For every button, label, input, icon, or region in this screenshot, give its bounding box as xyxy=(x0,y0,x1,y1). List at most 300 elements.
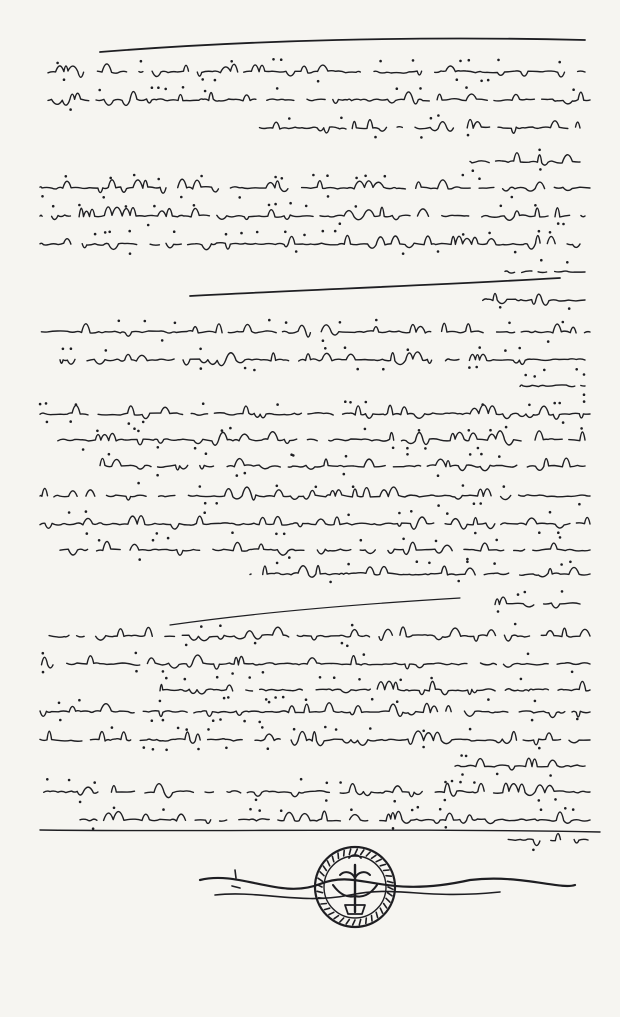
ink-dot xyxy=(477,447,480,450)
ink-dot xyxy=(553,402,556,405)
ink-dot xyxy=(345,455,348,458)
ink-dot xyxy=(398,512,401,515)
ink-dot xyxy=(566,261,569,264)
ink-dot xyxy=(396,700,399,703)
ink-dot xyxy=(469,728,472,731)
ink-dot xyxy=(56,62,59,65)
ink-dot xyxy=(256,231,259,234)
ink-dot xyxy=(70,347,73,350)
ink-dot xyxy=(379,60,382,63)
ink-dot xyxy=(468,59,471,62)
ink-dot xyxy=(262,671,265,674)
ink-dot xyxy=(303,234,306,237)
ink-dot xyxy=(42,652,45,655)
handwritten-line xyxy=(470,153,580,165)
official-seal-stamp xyxy=(315,847,395,927)
ink-dot xyxy=(540,808,543,811)
handwritten-line xyxy=(40,487,590,500)
ink-dot xyxy=(281,177,284,180)
ink-dot xyxy=(108,453,111,456)
ink-dot xyxy=(371,698,374,701)
ink-dot xyxy=(396,87,399,90)
ink-dot xyxy=(289,202,292,205)
ink-dot xyxy=(508,322,511,325)
ink-dot xyxy=(374,136,377,139)
handwritten-line xyxy=(40,703,590,718)
ink-dot xyxy=(473,781,476,784)
ink-dot xyxy=(282,696,285,699)
handwritten-line xyxy=(48,92,590,106)
ink-dot xyxy=(238,196,241,199)
ink-dot xyxy=(212,719,215,722)
ink-dot xyxy=(419,87,422,90)
ink-dot xyxy=(533,375,536,378)
seal-ring-lettering xyxy=(327,861,329,866)
ink-dot xyxy=(265,698,268,701)
ink-dot xyxy=(133,174,136,177)
seal-ring-lettering xyxy=(320,872,324,876)
ink-dot xyxy=(543,369,546,372)
ink-dot xyxy=(68,779,71,782)
ink-dot xyxy=(254,642,257,645)
ink-dot xyxy=(344,346,347,349)
ink-dot xyxy=(580,427,583,430)
ink-dot xyxy=(468,429,471,432)
ink-dot xyxy=(324,726,327,729)
ink-dot xyxy=(69,108,72,111)
ink-dot xyxy=(152,748,155,751)
ink-dot xyxy=(111,726,114,729)
seal-ring-lettering xyxy=(384,870,389,871)
ink-dot xyxy=(355,177,358,180)
ink-dot xyxy=(439,808,442,811)
ink-dot xyxy=(564,807,567,810)
ink-dot xyxy=(418,429,421,432)
ink-dot xyxy=(534,700,537,703)
ink-dot xyxy=(562,223,565,226)
ink-dot xyxy=(285,321,288,324)
ink-dot xyxy=(451,780,454,783)
handwritten-line xyxy=(495,597,580,608)
ink-dot xyxy=(280,58,283,61)
ink-dot xyxy=(437,474,440,477)
ink-dot xyxy=(200,625,203,628)
handwritten-line xyxy=(80,811,590,823)
ink-dot xyxy=(227,696,230,699)
ink-dot xyxy=(157,178,160,181)
ink-dot xyxy=(268,319,271,322)
ink-dot xyxy=(128,230,131,233)
ink-dot xyxy=(202,402,205,405)
ink-dot xyxy=(52,205,55,208)
seal-ring-lettering xyxy=(380,864,385,865)
ink-dot xyxy=(559,536,562,539)
ink-dot xyxy=(355,205,358,208)
ink-dot xyxy=(583,393,586,396)
handwritten-line xyxy=(508,834,588,846)
ink-dot xyxy=(347,514,350,517)
ink-dot xyxy=(505,426,508,429)
ink-dot xyxy=(207,728,210,731)
ink-dot xyxy=(461,773,464,776)
ink-dot xyxy=(575,368,578,371)
seal-ring-lettering xyxy=(319,898,324,899)
ink-dot xyxy=(472,169,475,172)
ink-dot xyxy=(165,677,168,680)
ink-dot xyxy=(462,174,465,177)
ink-dot xyxy=(392,447,395,450)
ink-dot xyxy=(416,560,419,563)
ink-dot xyxy=(63,78,66,81)
ink-dot xyxy=(276,562,279,565)
ink-dot xyxy=(182,86,185,89)
ink-dot xyxy=(392,827,395,830)
ink-dot xyxy=(128,422,131,425)
ink-dot xyxy=(334,230,337,233)
ink-dot xyxy=(305,205,308,208)
ink-dot xyxy=(283,533,286,536)
ink-dot xyxy=(524,591,527,594)
ink-dot xyxy=(532,849,535,852)
ink-dot xyxy=(240,232,243,235)
ink-dot xyxy=(339,321,342,324)
ink-dot xyxy=(469,453,472,456)
ink-dot xyxy=(430,117,433,120)
ink-dot xyxy=(276,485,279,488)
ink-dot xyxy=(475,366,478,369)
seal-ring-lettering xyxy=(388,887,393,889)
ink-dot xyxy=(105,349,108,352)
ink-dot xyxy=(193,204,196,207)
ink-dot xyxy=(156,474,159,477)
ink-dot xyxy=(514,251,517,254)
ink-dot xyxy=(375,319,378,322)
ink-dot xyxy=(487,79,490,82)
handwritten-line xyxy=(520,385,585,387)
ink-dot xyxy=(276,87,279,90)
ink-dot xyxy=(382,368,385,371)
ink-dot xyxy=(258,809,261,812)
ink-dot xyxy=(108,231,111,234)
ink-dot xyxy=(165,749,168,752)
ink-dot xyxy=(65,175,68,178)
ink-dot xyxy=(364,175,367,178)
seal-ring-lettering xyxy=(388,893,393,896)
handwritten-line xyxy=(483,293,585,305)
ink-dot xyxy=(98,89,101,92)
ink-dot xyxy=(157,446,160,449)
handwritten-line xyxy=(60,352,585,366)
ink-dot xyxy=(343,473,346,476)
ink-dot xyxy=(162,670,165,673)
ink-dot xyxy=(462,484,465,487)
ink-dot xyxy=(437,504,440,507)
ink-dot xyxy=(78,699,81,702)
ink-dot xyxy=(356,368,359,371)
ink-dot xyxy=(261,726,264,729)
seal-ring-lettering xyxy=(317,885,322,887)
ink-dot xyxy=(58,702,61,705)
ink-dot xyxy=(527,653,530,656)
ink-dot xyxy=(231,672,234,675)
ink-dot xyxy=(465,755,468,758)
ink-dot xyxy=(290,453,293,456)
ink-dot xyxy=(460,754,463,757)
ink-dot xyxy=(435,540,438,543)
ink-dot xyxy=(467,134,470,137)
seal-ring-lettering xyxy=(366,918,367,923)
ink-dot xyxy=(68,511,71,514)
ink-dot xyxy=(503,485,506,488)
handwritten-signature xyxy=(200,870,575,899)
ink-dot xyxy=(133,427,136,430)
ink-dot xyxy=(205,452,208,455)
ink-dot xyxy=(422,730,425,733)
ink-dot xyxy=(456,78,459,81)
ink-dot xyxy=(583,400,586,403)
ink-dot xyxy=(445,826,448,829)
ink-dot xyxy=(215,502,218,505)
seal-ring-lettering xyxy=(346,920,349,925)
ink-dot xyxy=(466,561,469,564)
ink-dot xyxy=(540,259,543,262)
ink-dot xyxy=(219,624,222,627)
ink-dot xyxy=(335,728,338,731)
ink-dot xyxy=(173,230,176,233)
separator-rule xyxy=(190,278,560,296)
ink-dot xyxy=(312,174,315,177)
ink-dot xyxy=(583,373,586,376)
ink-dot xyxy=(514,623,517,626)
seal-ring-lettering xyxy=(376,859,381,861)
handwritten-line xyxy=(49,627,590,641)
handwritten-line xyxy=(250,566,590,578)
ink-dot xyxy=(82,448,85,451)
ink-dot xyxy=(384,175,387,178)
ink-dot xyxy=(46,778,49,781)
ink-dot xyxy=(498,455,501,458)
ink-dot xyxy=(272,58,275,61)
ink-dot xyxy=(225,747,228,750)
handwritten-line xyxy=(44,783,590,797)
seal-ring-lettering xyxy=(321,904,326,905)
underline xyxy=(170,598,460,625)
ink-dot xyxy=(493,562,496,565)
ink-dot xyxy=(466,558,469,561)
ink-dot xyxy=(481,403,484,406)
ink-dot xyxy=(41,195,44,198)
ink-dot xyxy=(244,367,247,370)
ink-dot xyxy=(538,230,541,233)
seal-ring-lettering xyxy=(376,912,377,917)
ink-dot xyxy=(300,778,303,781)
ink-dot xyxy=(499,306,502,309)
ink-dot xyxy=(480,80,483,83)
ink-dot xyxy=(517,593,520,596)
seal-ring-lettering xyxy=(366,852,370,856)
ink-dot xyxy=(288,556,291,559)
ink-dot xyxy=(351,624,354,627)
handwritten-line xyxy=(40,731,590,746)
ink-dot xyxy=(462,233,465,236)
ink-dot xyxy=(98,539,101,542)
separator-lines xyxy=(40,39,600,833)
ink-dot xyxy=(364,428,367,431)
ink-dot xyxy=(344,400,347,403)
seal-ring-lettering xyxy=(329,912,334,914)
ink-dot xyxy=(138,558,141,561)
ink-dot xyxy=(457,580,460,583)
handwritten-line xyxy=(260,120,581,134)
ink-dot xyxy=(347,563,350,566)
ink-dot xyxy=(142,421,145,424)
ink-dot xyxy=(219,718,222,721)
handwritten-line xyxy=(40,207,585,220)
ink-dot xyxy=(557,531,560,534)
ink-dot xyxy=(488,232,491,235)
ink-dot xyxy=(520,678,523,681)
ink-dot xyxy=(322,230,325,233)
ink-dot xyxy=(524,374,527,377)
ink-dot xyxy=(152,539,155,542)
ink-dot xyxy=(185,728,188,731)
ink-dot xyxy=(274,696,277,699)
ink-dot xyxy=(424,447,427,450)
ink-dot xyxy=(157,86,160,89)
ink-dot xyxy=(571,671,574,674)
handwritten-line xyxy=(42,655,591,669)
ink-dot xyxy=(417,806,420,809)
ink-dot xyxy=(339,781,342,784)
ink-dot xyxy=(75,403,78,406)
ink-dot xyxy=(444,799,447,802)
ink-dot xyxy=(562,321,565,324)
ink-dot xyxy=(349,401,352,404)
ink-dot xyxy=(221,429,224,432)
ink-dot xyxy=(159,700,162,703)
ink-dot xyxy=(78,204,81,207)
ink-dot xyxy=(557,222,560,225)
ink-dot xyxy=(129,252,132,255)
ink-dot xyxy=(268,204,271,207)
ink-dot xyxy=(572,808,575,811)
ink-dot xyxy=(69,420,72,423)
ink-dot xyxy=(109,177,112,180)
ink-dot xyxy=(293,728,296,731)
ink-dot xyxy=(549,511,552,514)
ink-dot xyxy=(253,369,256,372)
seal-ring-lettering xyxy=(386,898,390,902)
ink-dot xyxy=(201,78,204,81)
ink-dot xyxy=(288,117,291,120)
ink-dot xyxy=(410,510,413,513)
ink-dot xyxy=(140,60,143,63)
ink-dot xyxy=(180,196,183,199)
ink-dot xyxy=(315,486,318,489)
ink-dot xyxy=(85,510,88,513)
ink-dot xyxy=(161,339,164,342)
ink-dot xyxy=(489,429,492,432)
ink-dot xyxy=(504,349,507,352)
ink-dot xyxy=(560,563,563,566)
ink-dot xyxy=(153,205,156,208)
handwritten-line xyxy=(100,458,585,471)
handwritten-lines xyxy=(39,58,590,851)
ink-dot xyxy=(538,149,541,152)
ink-dot xyxy=(531,719,534,722)
ink-dot xyxy=(274,203,277,206)
seal-ring-lettering xyxy=(388,881,393,882)
ink-dot xyxy=(325,799,328,802)
ink-dot xyxy=(137,430,140,433)
ink-dot xyxy=(538,531,541,534)
seal-ring-lettering xyxy=(349,849,350,854)
seal-ring-lettering xyxy=(372,855,376,858)
ink-dot xyxy=(197,748,200,751)
handwritten-line xyxy=(58,431,585,445)
seal-ring-lettering xyxy=(380,908,382,913)
ink-dot xyxy=(341,642,344,645)
handwritten-line xyxy=(40,235,580,249)
ink-dot xyxy=(393,800,396,803)
ink-dot xyxy=(324,347,327,350)
ink-dot xyxy=(340,117,343,120)
ink-dot xyxy=(200,175,203,178)
seal-ring-lettering xyxy=(317,891,322,892)
seal-ring-lettering xyxy=(318,878,323,881)
ink-dot xyxy=(156,532,159,535)
ink-dot xyxy=(184,678,187,681)
ink-dot xyxy=(480,453,483,456)
ink-dot xyxy=(96,430,99,433)
ink-dot xyxy=(199,348,202,351)
ink-dot xyxy=(223,697,226,700)
ink-dot xyxy=(572,88,575,91)
ink-dot xyxy=(214,79,217,82)
ink-dot xyxy=(444,781,447,784)
ink-dot xyxy=(92,827,95,830)
ink-dot xyxy=(167,537,170,540)
ink-dot xyxy=(468,366,471,369)
seal-ring-lettering xyxy=(334,916,338,919)
ink-dot xyxy=(118,320,121,323)
ink-dot xyxy=(317,80,320,83)
ink-dot xyxy=(350,808,353,811)
ink-dot xyxy=(430,677,433,680)
handwritten-line xyxy=(40,405,590,419)
ink-dot xyxy=(194,447,197,450)
ink-dot xyxy=(102,196,105,199)
handwritten-line xyxy=(60,542,590,556)
seal-ring-lettering xyxy=(355,849,357,854)
ink-dot xyxy=(326,174,329,177)
ink-dot xyxy=(495,539,498,542)
handwritten-line xyxy=(505,271,585,273)
handwritten-line xyxy=(41,323,590,337)
seal-ring-lettering xyxy=(372,916,373,921)
ink-dot xyxy=(437,114,440,117)
ink-dot xyxy=(406,453,409,456)
ink-dot xyxy=(473,502,476,505)
ink-dot xyxy=(216,676,219,679)
handwritten-line xyxy=(40,516,590,529)
handwritten-line xyxy=(455,758,585,770)
ink-dot xyxy=(402,538,405,541)
ink-dot xyxy=(244,472,247,475)
ink-dot xyxy=(562,421,565,424)
ink-dot xyxy=(267,747,270,750)
ink-dot xyxy=(412,59,415,62)
